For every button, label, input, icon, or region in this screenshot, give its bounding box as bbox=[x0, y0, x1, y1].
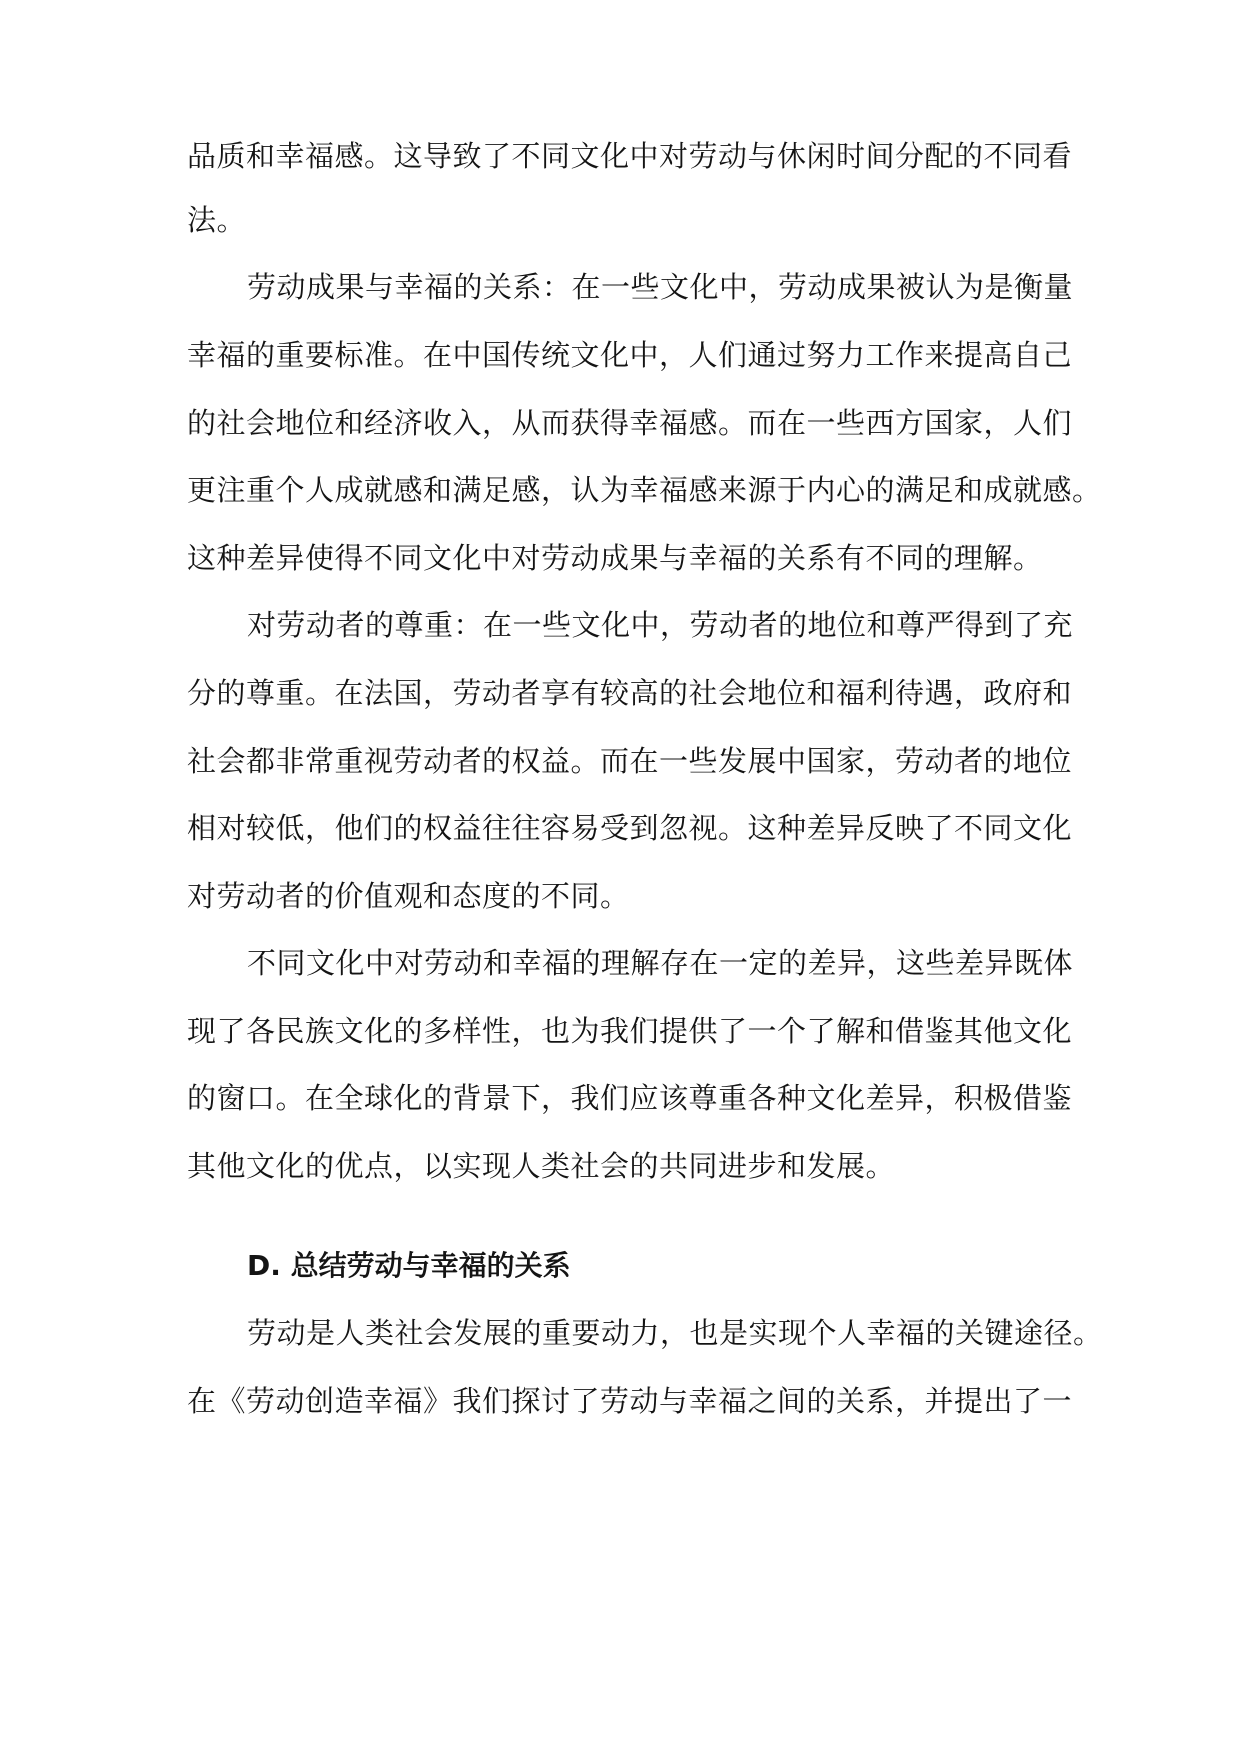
paragraph-line: 对劳动者的尊重：在一些文化中，劳动者的地位和尊严得到了充 bbox=[247, 608, 1074, 642]
paragraph-line: 社会都非常重视劳动者的权益。而在一些发展中国家，劳动者的地位 bbox=[187, 744, 1073, 778]
paragraph-line: 在《劳动创造幸福》我们探讨了劳动与幸福之间的关系，并提出了一 bbox=[187, 1384, 1073, 1418]
paragraph-line: 劳动是人类社会发展的重要动力，也是实现个人幸福的关键途径。 bbox=[247, 1316, 1103, 1350]
section-heading: D. 总结劳动与幸福的关系 bbox=[247, 1249, 571, 1282]
paragraph-line: 这种差异使得不同文化中对劳动成果与幸福的关系有不同的理解。 bbox=[187, 541, 1043, 575]
paragraph-line: 相对较低，他们的权益往往容易受到忽视。这种差异反映了不同文化 bbox=[187, 811, 1073, 845]
paragraph-line: 对劳动者的价值观和态度的不同。 bbox=[187, 879, 630, 913]
paragraph-line: 的社会地位和经济收入，从而获得幸福感。而在一些西方国家，人们 bbox=[187, 406, 1073, 440]
paragraph-line: 现了各民族文化的多样性，也为我们提供了一个了解和借鉴其他文化 bbox=[187, 1014, 1073, 1048]
paragraph-line: 劳动成果与幸福的关系：在一些文化中，劳动成果被认为是衡量 bbox=[247, 270, 1074, 304]
paragraph-line: 的窗口。在全球化的背景下，我们应该尊重各种文化差异，积极借鉴 bbox=[187, 1081, 1073, 1115]
paragraph-line: 幸福的重要标准。在中国传统文化中，人们通过努力工作来提高自己 bbox=[187, 338, 1073, 372]
paragraph-line: 品质和幸福感。这导致了不同文化中对劳动与休闲时间分配的不同看 bbox=[187, 139, 1073, 173]
paragraph-line: 法。 bbox=[187, 203, 247, 237]
paragraph-line: 不同文化中对劳动和幸福的理解存在一定的差异，这些差异既体 bbox=[247, 946, 1074, 980]
paragraph-line: 其他文化的优点，以实现人类社会的共同进步和发展。 bbox=[187, 1149, 896, 1183]
paragraph-line: 更注重个人成就感和满足感，认为幸福感来源于内心的满足和成就感。 bbox=[187, 473, 1102, 507]
paragraph-line: 分的尊重。在法国，劳动者享有较高的社会地位和福利待遇，政府和 bbox=[187, 676, 1073, 710]
